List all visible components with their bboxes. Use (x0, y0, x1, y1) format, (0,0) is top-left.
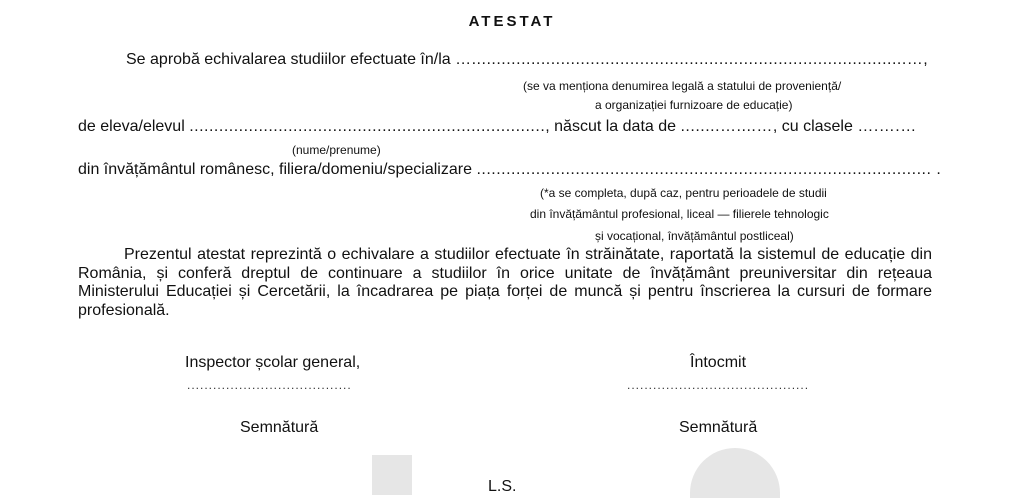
classes-blank-field[interactable]: ….….… (857, 118, 917, 135)
specialization-blank-field[interactable]: ............................................................................................ . (476, 161, 942, 178)
country-note-line1: (se va menționa denumirea legală a statului de proveniență/ (523, 79, 842, 93)
specialization-line (78, 161, 941, 179)
attestation-paragraph: Prezentul atestat reprezintă o echivalare a studiilor efectuate în străinătate, raportată la sistemul de educație din România, și conferă dreptul de continuare a studiilor în orice unitate de învățământ preuniversitar din rețeaua Ministerului Educației și Cercetării, la încadrarea pe piața forței de muncă și pentru înscrierea la cursuri de formare profesională. (78, 246, 932, 319)
student-name-blank-field[interactable]: ........................................................................ (189, 118, 546, 135)
student-label: de eleva/elevul (78, 118, 185, 135)
student-line (78, 118, 917, 136)
specialization-note-line2: din învățământul profesional, liceal — filierele tehnologic (530, 207, 829, 221)
watermark-right-shape (690, 448, 780, 498)
left-signature-label: Semnătură (240, 419, 319, 436)
country-note-line2: a organizației furnizoare de educație) (595, 98, 793, 112)
stamp-label: L.S. (488, 478, 517, 495)
left-signatory-title: Inspector școlar general, (185, 354, 361, 371)
classes-label: , cu clasele (772, 118, 853, 135)
specialization-note-line1: (*a se completa, după caz, pentru perioadele de studii (540, 186, 827, 200)
right-signature-label: Semnătură (679, 419, 758, 436)
name-note: (nume/prenume) (292, 143, 381, 157)
specialization-note-line3: și vocațional, învățământul postliceal) (595, 229, 794, 243)
document-title: ATESTAT (468, 13, 556, 30)
specialization-label: din învățământul românesc, filiera/domeniu/specializare (78, 161, 472, 178)
country-blank-field[interactable]: …........................................................................................…, (455, 51, 929, 68)
birth-date-blank-field[interactable]: ........…....… (680, 118, 773, 135)
equivalence-line (126, 51, 928, 69)
right-signatory-name-field[interactable]: .......................................... (627, 378, 810, 392)
equivalence-label: Se aprobă echivalarea studiilor efectuate în/la (126, 51, 451, 68)
watermark-left-shape (372, 455, 412, 495)
birth-date-label: , născut la data de (545, 118, 677, 135)
right-signatory-title: Întocmit (690, 354, 747, 371)
left-signatory-name-field[interactable]: ...................................... (187, 378, 352, 392)
